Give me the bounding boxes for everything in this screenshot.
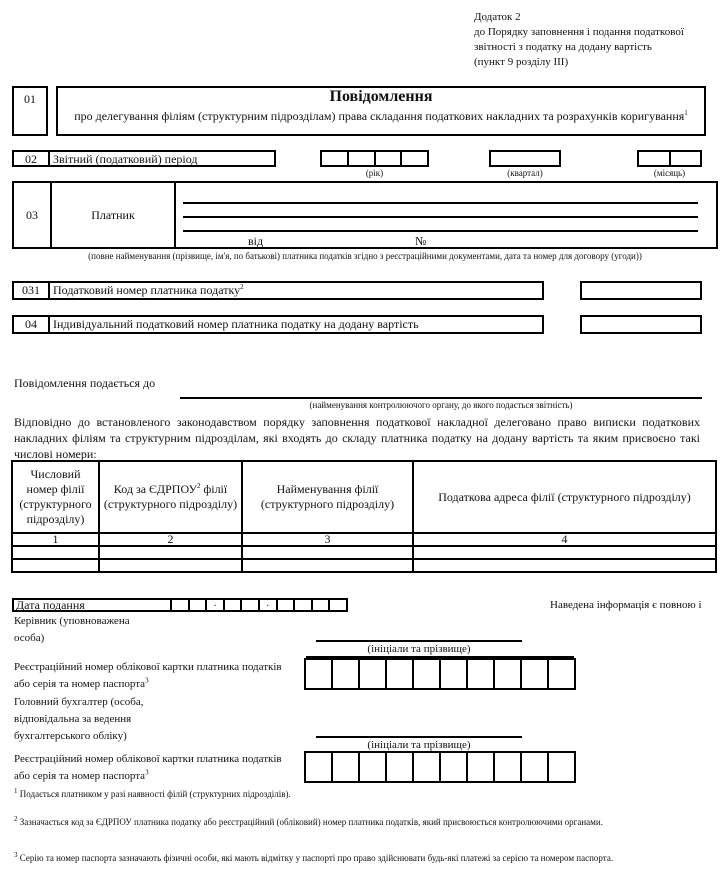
footnote-2 [14,817,603,827]
accountant-label-line: бухгалтерського обліку) [14,730,127,742]
digit-cell[interactable] [441,660,468,688]
footnote-mark: 2 [14,815,18,823]
footnote-text: Подається платником у разі наявності філій (структурних підрозділів). [19,789,291,799]
digit-cell[interactable] [387,660,414,688]
form-subtitle-text: про делегування філіям (структурним підрозділам) права складання податкових накладних та розрахунків коригування [74,109,685,123]
footnote-mark: 1 [14,787,18,795]
year-digit-cell[interactable] [376,152,403,165]
director-reg-label-text: або серія та номер паспорта [14,678,146,690]
digit-cell[interactable] [549,660,574,688]
field-code-03: 03 [14,183,52,247]
date-digit-cell[interactable] [172,600,190,610]
annex-line: звітності з податку на додану вартість [474,41,652,53]
table-cell[interactable] [242,559,413,572]
director-reg-label [14,659,282,693]
field-code-01: 01 [12,86,48,136]
digit-cell[interactable] [468,660,495,688]
accountant-reg-label [14,751,282,785]
accountant-label [14,694,144,745]
column-header-edrpou-text: Код за ЄДРПОУ [113,482,197,496]
date-digit-cell[interactable] [242,600,260,610]
footnote-mark: 2 [196,482,201,490]
director-label [14,613,130,647]
digit-cell[interactable] [495,753,522,781]
footnote-text: Серію та номер паспорта зазначають фізичні особи, які мають відмітку у паспорті про право здійснювати будь-які платежі за серією та номером паспорта. [19,853,614,863]
digit-cell[interactable] [306,660,333,688]
year-digit-cell[interactable] [322,152,349,165]
column-number: 1 [12,533,99,546]
payer-name-line[interactable] [183,202,698,204]
date-digit-cell[interactable] [278,600,296,610]
footnote-text: Зазначається код за ЄДРПОУ платника податку або реєстраційний (обліковий) номер платника податків, який присвоюється контролюючими органами. [19,817,603,827]
completeness-note: Наведена інформація є повною і [550,599,702,611]
period-label: Звітний (податковий) період [53,152,198,166]
date-separator-cell: . [260,600,278,610]
table-row [12,546,716,559]
column-number-row [12,533,716,546]
submission-date-row [12,598,348,612]
column-number: 3 [242,533,413,546]
table-cell[interactable] [12,546,99,559]
footnote-3 [14,853,613,863]
digit-cell[interactable] [333,660,360,688]
field-code-031: 031 [14,283,50,298]
tax-number-label [50,283,542,298]
director-reg-number-input[interactable] [304,658,576,690]
table-cell[interactable] [413,546,716,559]
month-digit-cell[interactable] [639,152,671,165]
field-code-04: 04 [14,317,50,332]
accountant-signature-caption: (ініціали та прізвище) [367,739,471,751]
accountant-label-line: відповідальна за ведення [14,713,132,725]
annex-line: (пункт 9 розділу III) [474,56,569,68]
branches-table [11,460,717,573]
authority-input-line[interactable] [180,397,702,399]
table-cell[interactable] [99,559,242,572]
digit-cell[interactable] [522,660,549,688]
footnote-mark: 1 [684,109,688,117]
annex-line: до Порядку заповнення і подання податкової [474,26,684,38]
field-code-02: 02 [14,152,50,165]
tax-number-row [12,281,544,300]
footnote-1 [14,789,291,799]
column-number: 2 [99,533,242,546]
date-prefix: від [248,234,264,248]
quarter-cell[interactable] [491,152,559,165]
director-reg-label-line: Реєстраційний номер облікової картки платника податків [14,661,282,673]
column-header-branch-name: Найменування філії (структурного підрозділу) [242,461,413,533]
table-cell[interactable] [12,559,99,572]
date-digit-cell[interactable] [330,600,346,610]
delegation-paragraph: Відповідно до встановленого законодавством порядку заповнення податкової накладної делеговано право виписки податкових накладних філіям та структурним підрозділам, які входять до складу платника податку на додану вартість та яким присвоєно такі числові номери: [14,415,700,461]
contract-date-line[interactable] [268,247,410,248]
vat-number-input[interactable] [580,315,702,334]
director-label-line: особа) [14,632,45,644]
footnote-mark: 3 [145,768,149,777]
director-label-line: Керівник (уповноважена [14,615,130,627]
date-digit-cell[interactable] [190,600,208,610]
month-caption: (місяць) [653,168,686,178]
year-digit-cell[interactable] [349,152,376,165]
form-title-box [56,86,706,136]
month-input[interactable] [637,150,702,167]
digit-cell[interactable] [522,753,549,781]
payer-caption: (повне найменування (прізвище, ім'я, по батькові) платника податків згідно з реєстраційними документами, дата та номер для договору (угоди)) [88,251,642,261]
accountant-reg-number-input[interactable] [304,751,576,783]
annex-line: Додаток 2 [474,11,521,23]
table-header-row [12,461,716,533]
date-digit-cell[interactable] [225,600,243,610]
form-subtitle [58,109,704,124]
tax-number-input[interactable] [580,281,702,300]
digit-cell[interactable] [441,753,468,781]
column-header-tax-address: Податкова адреса філії (структурного підрозділу) [413,461,716,533]
director-signature-caption: (ініціали та прізвище) [367,643,471,655]
footnote-mark: 2 [240,283,244,291]
column-header-branch-number: Числовий номер філії (структурного підрозділу) [12,461,99,533]
accountant-signature-line[interactable] [316,736,522,738]
director-reg-label-line-2 [14,676,282,693]
table-cell[interactable] [413,559,716,572]
year-digit-cell[interactable] [402,152,427,165]
date-separator-cell: . [207,600,225,610]
digit-cell[interactable] [549,753,574,781]
digit-cell[interactable] [414,660,441,688]
payer-label: Платник [52,183,176,247]
period-row [12,150,276,167]
quarter-caption: (квартал) [507,168,543,178]
month-digit-cell[interactable] [671,152,701,165]
quarter-input[interactable] [489,150,561,167]
payer-name-area[interactable] [176,183,716,247]
form-title: Повідомлення [329,88,433,105]
column-number: 4 [413,533,716,546]
accountant-label-line: Головний бухгалтер (особа, [14,696,144,708]
vat-number-label: Індивідуальний податковий номер платника податку на додану вартість [53,317,419,331]
digit-cell[interactable] [495,660,522,688]
payer-name-line[interactable] [183,230,698,232]
authority-caption: (найменування контролюючого органу, до якого подається звітність) [309,400,573,410]
tax-number-label-text: Податковий номер платника податку [53,283,241,297]
table-cell[interactable] [242,546,413,559]
date-digit-cell[interactable] [313,600,331,610]
submission-date-label: Дата подання [14,600,172,610]
digit-cell[interactable] [414,753,441,781]
footnote-mark: 3 [145,676,149,685]
column-header-edrpou [99,461,242,533]
number-prefix: № [415,234,427,248]
payer-name-line[interactable] [183,216,698,218]
payer-box [12,181,718,249]
digit-cell[interactable] [387,753,414,781]
footnote-mark: 3 [14,851,18,859]
vat-number-row [12,315,544,334]
year-input[interactable] [320,150,429,167]
accountant-reg-label-line: Реєстраційний номер облікової картки платника податків [14,753,282,765]
digit-cell[interactable] [333,753,360,781]
annex-note [474,10,684,70]
year-caption: (рік) [365,168,384,178]
accountant-reg-label-text: або серія та номер паспорта [14,770,146,782]
digit-cell[interactable] [468,753,495,781]
contract-number-line[interactable] [432,247,632,248]
digit-cell[interactable] [360,660,387,688]
digit-cell[interactable] [360,753,387,781]
table-row [12,559,716,572]
submission-label: Повідомлення подається до [14,376,156,390]
director-signature-line[interactable] [316,640,522,642]
digit-cell[interactable] [306,753,333,781]
accountant-reg-label-line-2 [14,768,282,785]
table-cell[interactable] [99,546,242,559]
column-header-edrpou-suffix: філії (структурного підрозділу) [103,482,238,511]
date-digit-cell[interactable] [295,600,313,610]
